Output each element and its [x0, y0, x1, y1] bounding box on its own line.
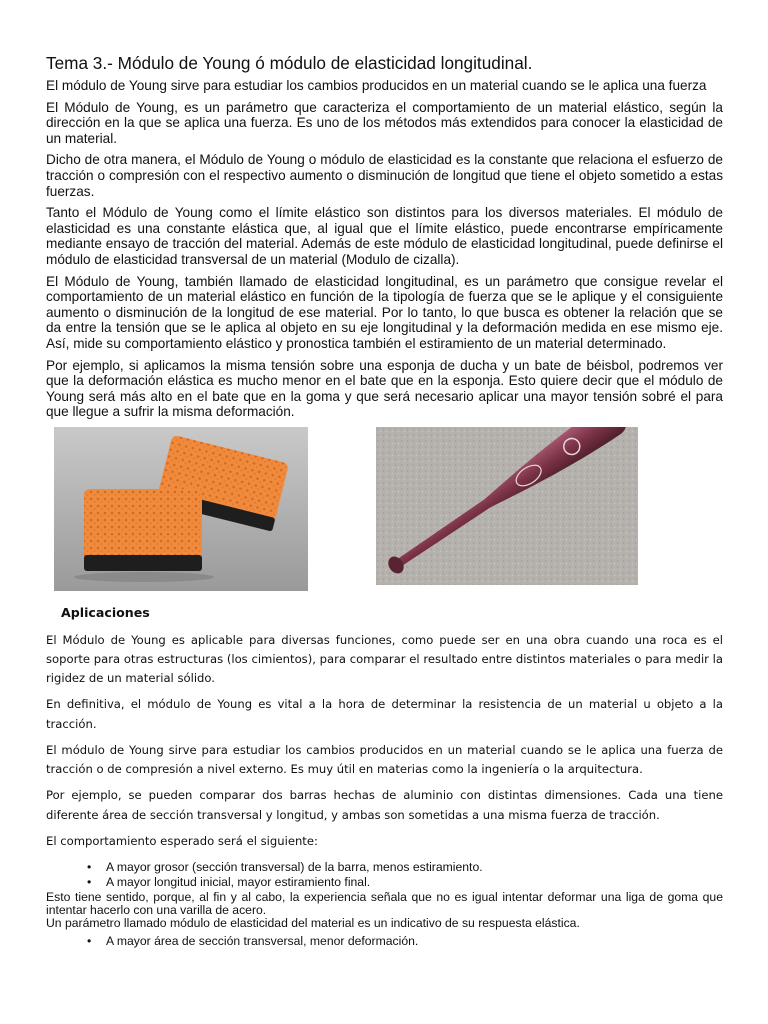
bullet-icon: • — [87, 874, 92, 889]
section-heading-aplicaciones: Aplicaciones — [61, 604, 150, 620]
list-item-text: A mayor longitud inicial, mayor estiramiento final. — [106, 874, 371, 889]
bullet-icon: • — [87, 933, 92, 948]
intro-paragraph: Tanto el Módulo de Young como el límite elástico son distintos para los diversos materiales. El módulo de elasticidad es una constante elástica que, al igual que el límite elástico, puede encontrarse empíricamente mediante ensayo de tracción del material. Además de este módulo de elasticidad longitudinal, puede definirse el módulo de elasticidad transversal de un material (Modulo de cizalla). — [46, 205, 723, 267]
page-title: Tema 3.- Módulo de Young ó módulo de elasticidad longitudinal. — [46, 53, 533, 73]
sponge-photo-icon — [54, 427, 308, 591]
body-paragraph: El comportamiento esperado será el siguiente: — [46, 833, 318, 848]
bullet-list — [46, 860, 723, 890]
sponge-image — [54, 427, 308, 591]
list-item — [46, 875, 723, 890]
body-paragraph: Por ejemplo, se pueden comparar dos barras hechas de aluminio con distintas dimensiones. Cada una tiene diferente área de sección transversal y longitud, y ambas son sometidas a una misma fuerza de tracción. — [46, 788, 723, 822]
list-item — [46, 934, 723, 949]
intro-paragraph: Dicho de otra manera, el Módulo de Young o módulo de elasticidad es la constante que relaciona el esfuerzo de tracción o compresión con el respectivo aumento o disminución de longitud que tiene el objeto sometido a estas fuerzas. — [46, 152, 723, 199]
intro-paragraph: El Módulo de Young, es un parámetro que caracteriza el comportamiento de un material elástico, según la dirección en la que se aplica una fuerza. Es uno de los métodos más extendidos para conocer la elasticidad de un material. — [46, 99, 723, 146]
bat-image — [376, 427, 638, 585]
intro-paragraph: El Módulo de Young, también llamado de elasticidad longitudinal, es un parámetro que consigue revelar el comportamiento de un material elástico en función de la tipología de fuerza que se le aplique y el consiguiente aumento o disminución de la longitud de ese material. Por lo tanto, lo que busca es obtener la relación que se da entre la tensión que se le aplica al objeto en su eje longitudinal y la deformación medida en ese mismo eje. Así, mide su comportamiento elástico y pronostica también el estiramiento de un material determinado. — [46, 273, 723, 351]
baseball-bat-photo-icon — [376, 427, 638, 585]
body-paragraph: Esto tiene sentido, porque, al fin y al cabo, la experiencia señala que no es igual intentar deformar una liga de goma que intentar hacerlo con una varilla de acero. — [46, 889, 723, 917]
body-paragraph: En definitiva, el módulo de Young es vital a la hora de determinar la resistencia de un material u objeto a la tracción. — [46, 697, 723, 731]
body-paragraph: Un parámetro llamado módulo de elasticidad del material es un indicativo de su respuesta elástica. — [46, 916, 580, 931]
intro-paragraph: Por ejemplo, si aplicamos la misma tensión sobre una esponja de ducha y un bate de béisbol, podremos ver que la deformación elástica es mucho menor en el bate que en la esponja. Esto quiere decir que el módulo de Young será más alto en el bate que en la goma y que será necesario aplicar una mayor tensión sobré el para que llegue a sufrir la misma deformación. — [46, 357, 723, 420]
list-item-text: A mayor área de sección transversal, menor deformación. — [106, 933, 419, 948]
figure-row — [46, 427, 723, 605]
document-page — [46, 52, 723, 949]
intro-paragraph: El módulo de Young sirve para estudiar los cambios producidos en un material cuando se le aplica una fuerza — [46, 78, 707, 93]
list-item-text: A mayor grosor (sección transversal) de la barra, menos estiramiento. — [106, 859, 483, 874]
body-paragraph: El Módulo de Young es aplicable para diversas funciones, como puede ser en una obra cuando una roca es el soporte para otras estructuras (los cimientos), para comparar el resultado entre distintos materiales o para medir la rigidez de un material sólido. — [46, 632, 723, 686]
bullet-list — [46, 934, 723, 949]
body-paragraph: El módulo de Young sirve para estudiar los cambios producidos en un material cuando se le aplica una fuerza de tracción o de compresión a nivel externo. Es muy útil en materias como la ingeniería o la arquitectura. — [46, 742, 723, 777]
list-item — [46, 860, 723, 875]
bullet-icon: • — [87, 859, 92, 874]
